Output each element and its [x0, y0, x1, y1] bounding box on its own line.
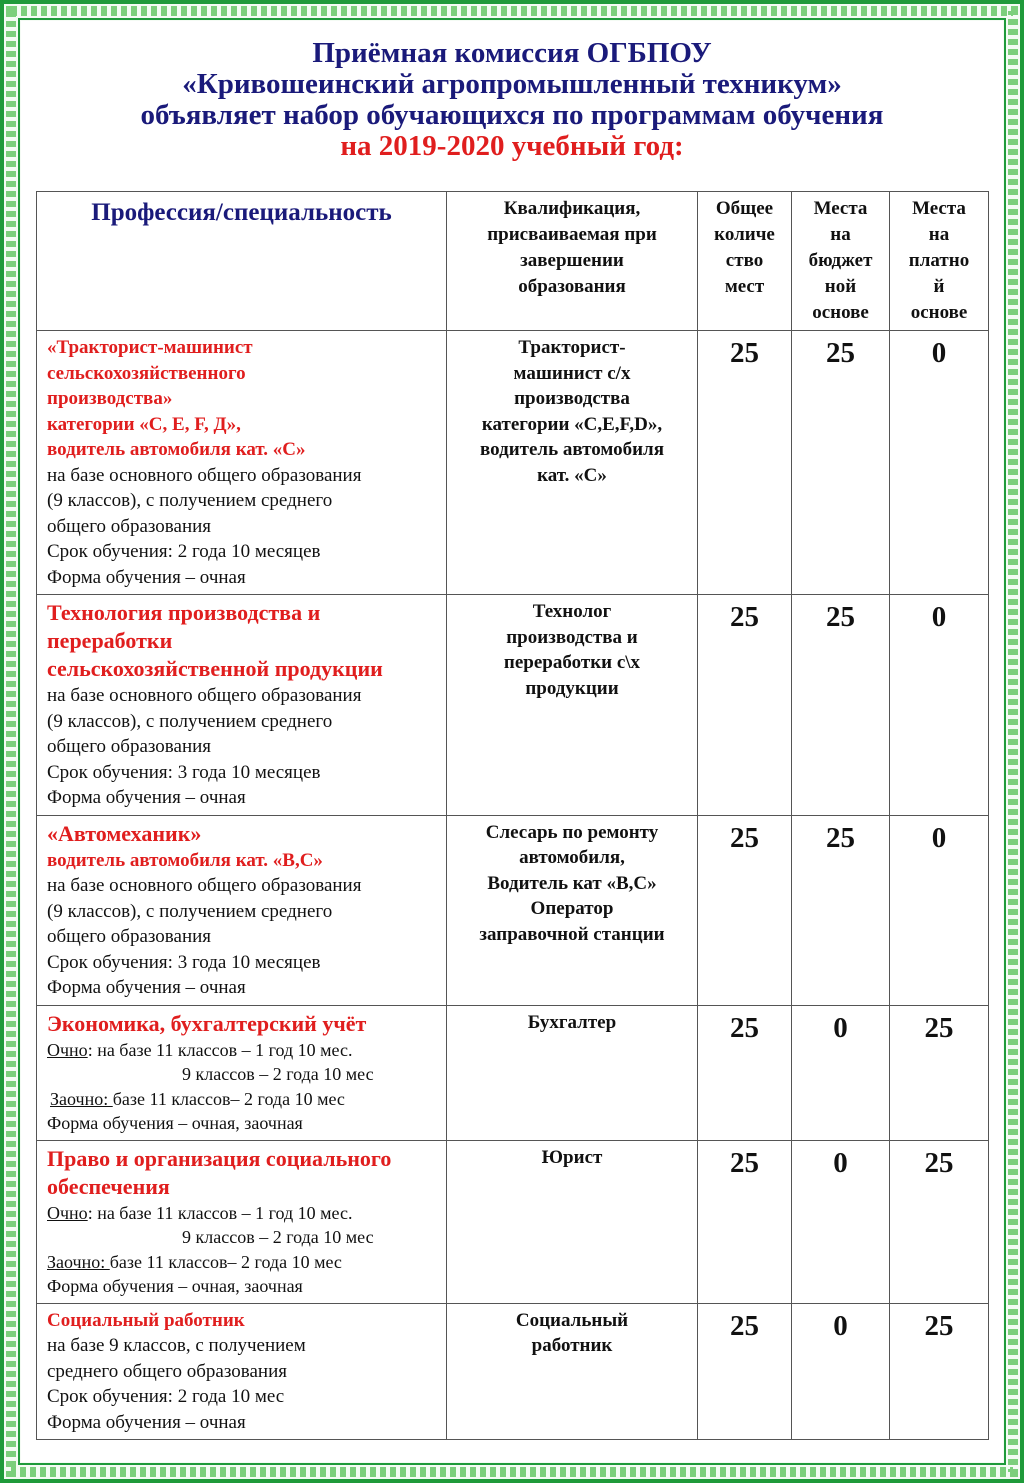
header-paid: Места на платно й основе: [890, 192, 989, 331]
table-row: [37, 815, 989, 1005]
budget-seats: 0: [792, 1140, 890, 1303]
total-seats: 25: [698, 1005, 792, 1140]
budget-seats: 25: [792, 331, 890, 595]
header-qualification: Квалификация, присваиваемая при завершении образования: [447, 192, 698, 331]
table-row: [37, 1005, 989, 1140]
program-description: Социальный работник на базе 9 классов, с получением среднего общего образования Срок обучения: 2 года 10 мес Форма обучения – очная: [37, 1303, 447, 1440]
paid-seats: 0: [890, 815, 989, 1005]
title-line-4: на 2019-2020 учебный год:: [340, 130, 684, 162]
program-description: Право и организация социального обеспечения Очно: на базе 11 классов – 1 год 10 мес. 9 классов – 2 года 10 мес Заочно: базе 11 классов– 2 года 10 мес Форма обучения – очная, заочная: [37, 1140, 447, 1303]
table-row: [37, 331, 989, 595]
paid-seats: 0: [890, 595, 989, 816]
qualification-cell: Тракторист- машинист с/х производства категории «C,E,F,D», водитель автомобиля кат. «С»: [447, 331, 698, 595]
paid-seats: 0: [890, 331, 989, 595]
qualification-cell: Технолог производства и переработки с\х продукции: [447, 595, 698, 816]
qualification-cell: Юрист: [447, 1140, 698, 1303]
paid-seats: 25: [890, 1140, 989, 1303]
program-description: Технология производства и переработки сельскохозяйственной продукции на базе основного общего образования (9 классов), с получением среднего общего образования Срок обучения: 3 года 10 месяцев Форма обучения – очная: [37, 595, 447, 816]
budget-seats: 25: [792, 815, 890, 1005]
budget-seats: 25: [792, 595, 890, 816]
total-seats: 25: [698, 1140, 792, 1303]
table-header-row: [37, 192, 989, 331]
programs-table: [36, 191, 989, 1440]
header-budget: Места на бюджет ной основе: [792, 192, 890, 331]
table-row: [37, 595, 989, 816]
qualification-cell: Бухгалтер: [447, 1005, 698, 1140]
total-seats: 25: [698, 595, 792, 816]
total-seats: 25: [698, 815, 792, 1005]
title-line-3: объявляет набор обучающихся по программам обучения: [140, 99, 884, 131]
qualification-cell: Слесарь по ремонту автомобиля, Водитель кат «В,С» Оператор заправочной станции: [447, 815, 698, 1005]
title-line-2: «Кривошеинский агропромышленный техникум»: [182, 68, 842, 100]
header-profession: Профессия/специальность: [37, 192, 447, 331]
program-description: «Автомеханик» водитель автомобиля кат. «В,С» на базе основного общего образования (9 классов), с получением среднего общего образования Срок обучения: 3 года 10 месяцев Форма обучения – очная: [37, 815, 447, 1005]
title-line-1: Приёмная комиссия ОГБПОУ: [312, 37, 712, 69]
qualification-cell: Социальный работник: [447, 1303, 698, 1440]
total-seats: 25: [698, 331, 792, 595]
budget-seats: 0: [792, 1005, 890, 1140]
paid-seats: 25: [890, 1005, 989, 1140]
table-row: [37, 1140, 989, 1303]
budget-seats: 0: [792, 1303, 890, 1440]
header-total: Общее количе ство мест: [698, 192, 792, 331]
table-row: [37, 1303, 989, 1440]
paid-seats: 25: [890, 1303, 989, 1440]
program-description: «Тракторист-машинист сельскохозяйственного производства» категории «С, Е, F, Д», водитель автомобиля кат. «С» на базе основного общего образования (9 классов), с получением среднего общего образования Срок обучения: 2 года 10 месяцев Форма обучения – очная: [37, 331, 447, 595]
title-block: [34, 38, 990, 162]
total-seats: 25: [698, 1303, 792, 1440]
program-description: Экономика, бухгалтерский учёт Очно: на базе 11 классов – 1 год 10 мес. 9 классов – 2 года 10 мес Заочно: базе 11 классов– 2 года 10 мес Форма обучения – очная, заочная: [37, 1005, 447, 1140]
